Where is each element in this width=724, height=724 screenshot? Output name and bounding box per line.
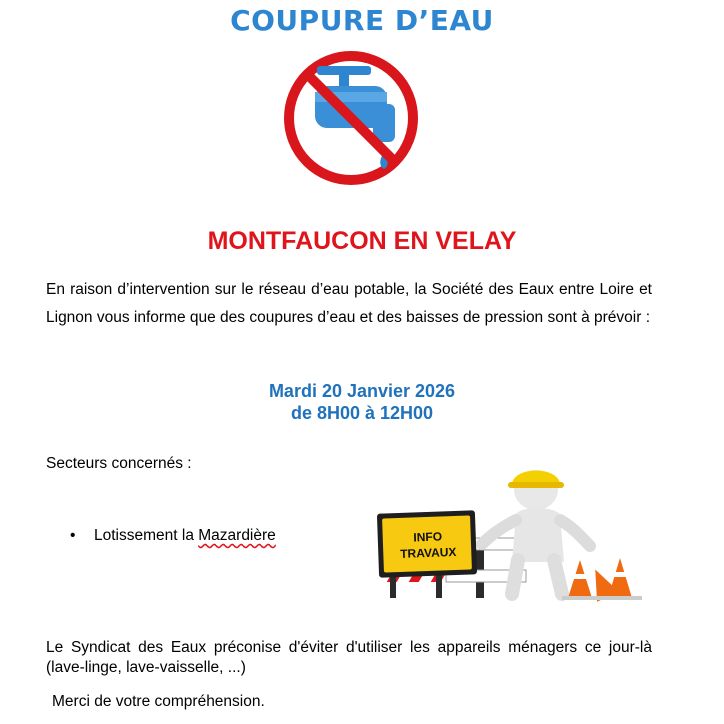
town-heading: MONTFAUCON EN VELAY: [207, 227, 517, 255]
sign-line-2: TRAVAUX: [399, 544, 457, 561]
poster-title: COUPURE D’EAU: [230, 4, 494, 37]
sectors-label: Secteurs concernés :: [46, 455, 192, 472]
outage-date: [0, 380, 724, 424]
sector-name: Mazardière: [198, 527, 276, 544]
sector-prefix: Lotissement la: [94, 527, 199, 544]
worker-with-info-travaux-sign-icon: [376, 462, 656, 602]
intro-paragraph: En raison d’intervention sur le réseau d’eau potable, la Société des Eaux entre Loire et Lignon vous informe que des coupures d’eau et des baisses de pression sont à prévoir :: [46, 281, 652, 326]
advice-paragraph: Le Syndicat des Eaux préconise d'éviter d'utiliser les appareils ménagers ce jour-là (lave-linge, lave-vaisselle, ...): [46, 639, 652, 676]
no-water-tap-icon: [281, 48, 421, 188]
sectors-list: [70, 527, 276, 545]
bullet-icon: •: [70, 527, 76, 544]
time-line: de 8H00 à 12H00: [290, 403, 434, 423]
date-line: Mardi 20 Janvier 2026: [268, 381, 456, 401]
sign-line-1: INFO: [413, 529, 443, 545]
list-item: [70, 527, 276, 545]
thanks-line: Merci de votre compréhension.: [52, 693, 265, 710]
